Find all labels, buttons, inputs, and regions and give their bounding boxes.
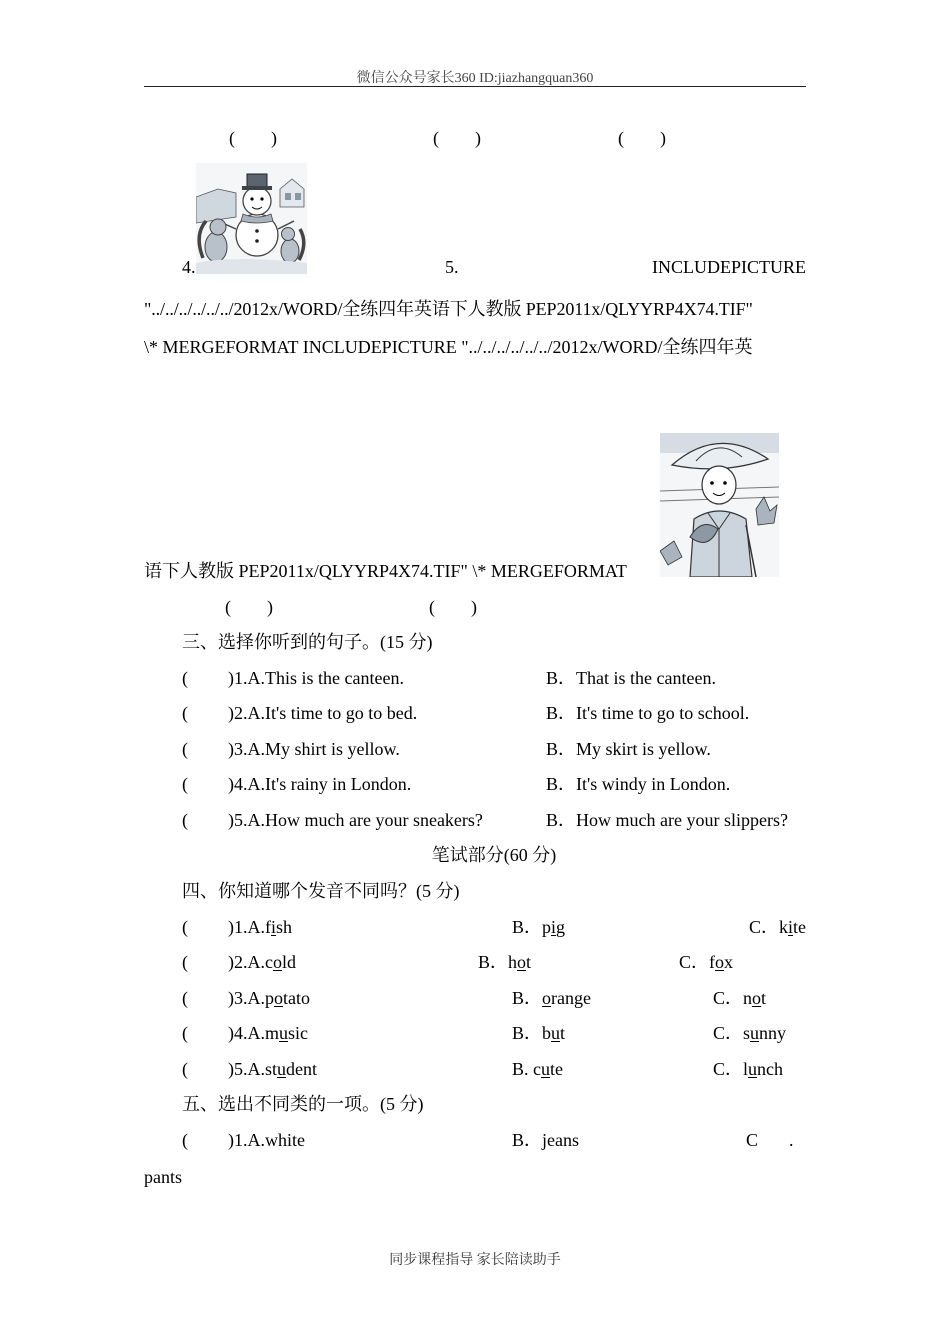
section-3-title: 三、选择你听到的句子。(15 分) — [182, 632, 433, 652]
option-c: C．not — [713, 988, 767, 1008]
option-b: B．That is the canteen. — [546, 668, 716, 688]
option-b: B．jeans — [512, 1130, 579, 1150]
answer-bracket: ( ) — [225, 597, 273, 617]
option-b: B. cute — [512, 1059, 563, 1079]
snowman-illustration — [196, 163, 307, 274]
question-bracket-open: ( — [182, 739, 188, 759]
option-a: )5.A.How much are your sneakers? — [228, 810, 483, 830]
answer-bracket: ( ) — [429, 597, 477, 617]
option-a: )4.A.It's rainy in London. — [228, 774, 412, 794]
option-c: C．lunch — [713, 1059, 784, 1079]
written-part-title: 笔试部分(60 分) — [431, 845, 557, 865]
option-b: B．How much are your slippers? — [546, 810, 788, 830]
question-bracket-open: ( — [182, 1130, 188, 1150]
option-c: C．sunny — [713, 1023, 787, 1043]
farmer-boy-picture — [660, 433, 779, 577]
question-bracket-open: ( — [182, 1023, 188, 1043]
question-bracket-open: ( — [182, 668, 188, 688]
option-a: )3.A.My shirt is yellow. — [228, 739, 400, 759]
header-rule — [144, 86, 806, 87]
option-b: B．It's time to go to school. — [546, 703, 750, 723]
page-header: 微信公众号家长360 ID:jiazhangquan360 — [356, 71, 594, 86]
question-bracket-open: ( — [182, 703, 188, 723]
field-path-line: \* MERGEFORMAT INCLUDEPICTURE "../../../../../../2012x/WORD/全练四年英 — [144, 337, 753, 357]
field-path-line: 语下人教版 PEP2011x/QLYYRP4X74.TIF" \* MERGEFORMAT — [144, 561, 627, 581]
answer-bracket: ( ) — [433, 128, 481, 148]
question-bracket-open: ( — [182, 1059, 188, 1079]
field-path-line: "../../../../../../2012x/WORD/全练四年英语下人教版 PEP2011x/QLYYRP4X74.TIF" — [144, 299, 753, 319]
option-a: )1.A.This is the canteen. — [228, 668, 404, 688]
answer-bracket: ( ) — [618, 128, 666, 148]
option-a: )2.A.cold — [228, 952, 296, 972]
option-c-letter: C — [746, 1130, 759, 1150]
option-a: )1.A.white — [228, 1130, 305, 1150]
option-c: C．fox — [679, 952, 733, 972]
section-5-title: 五、选出不同类的一项。(5 分) — [182, 1094, 424, 1114]
option-b: B．My skirt is yellow. — [546, 739, 711, 759]
question-bracket-open: ( — [182, 952, 188, 972]
option-b: B．orange — [512, 988, 591, 1008]
question-bracket-open: ( — [182, 774, 188, 794]
option-b: B．It's windy in London. — [546, 774, 731, 794]
item-5-label: 5. — [445, 257, 459, 277]
snowman-picture — [196, 163, 307, 274]
option-a: )2.A.It's time to go to bed. — [228, 703, 418, 723]
question-bracket-open: ( — [182, 810, 188, 830]
option-b: B．hot — [478, 952, 532, 972]
option-c-dot: . — [789, 1130, 794, 1150]
option-a: )1.A.fish — [228, 917, 293, 937]
boy-illustration — [660, 433, 779, 577]
question-bracket-open: ( — [182, 917, 188, 937]
option-b: B．but — [512, 1023, 566, 1043]
include-picture-field: INCLUDEPICTURE — [652, 257, 806, 277]
option-a: )5.A.student — [228, 1059, 317, 1079]
option-b: B．pig — [512, 917, 566, 937]
section-4-title: 四、你知道哪个发音不同吗？(5 分) — [182, 881, 460, 901]
question-bracket-open: ( — [182, 988, 188, 1008]
page-footer: 同步课程指导 家长陪读助手 — [389, 1253, 561, 1268]
option-a: )3.A.potato — [228, 988, 310, 1008]
answer-bracket: ( ) — [229, 128, 277, 148]
option-c-word: pants — [144, 1167, 182, 1187]
item-4-label: 4. — [182, 257, 196, 277]
option-c: C．kite — [748, 917, 806, 937]
option-a: )4.A.music — [228, 1023, 308, 1043]
